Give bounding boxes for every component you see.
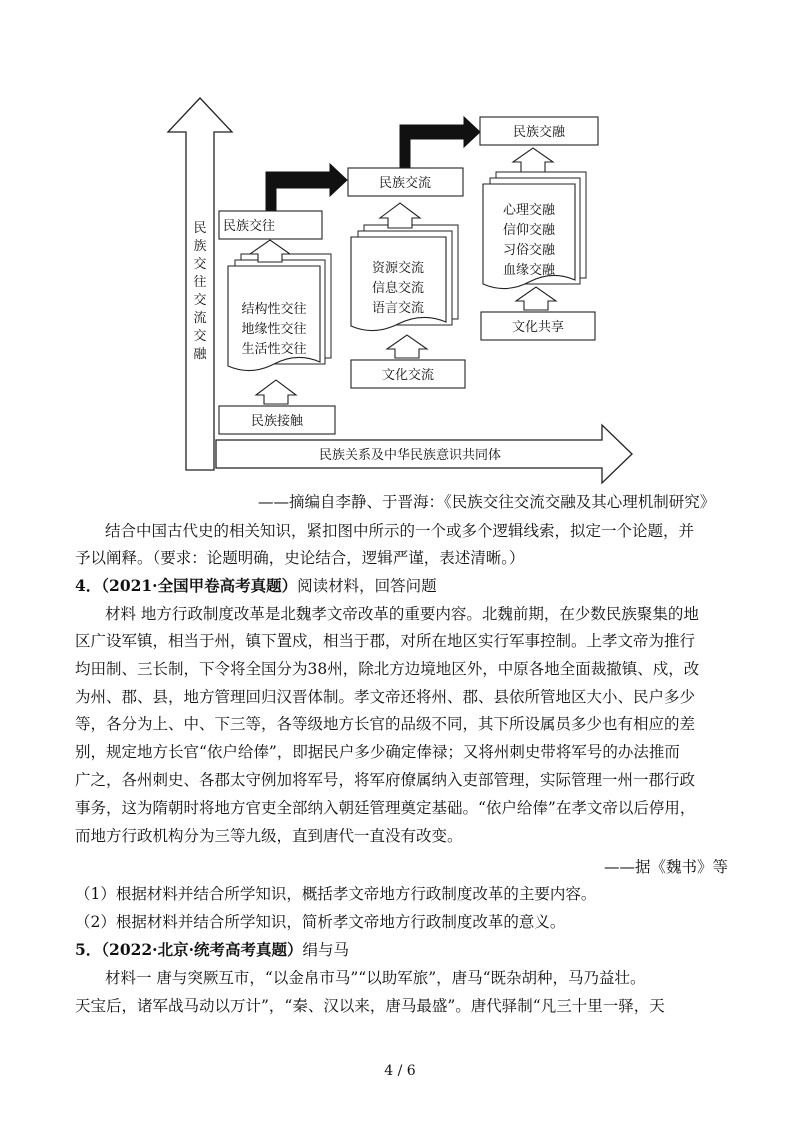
doc3-line: 心理交融 [502, 203, 556, 218]
up-arrow-2b [380, 203, 420, 228]
box-interaction-label: 民族交往 [222, 219, 276, 234]
q4-material-line: 为州、郡、县，地方管理回归汉晋体制。孝文帝还将州、郡、县依所管地区大小、民户多少 [75, 688, 696, 706]
horizontal-arrow-label: 民族关系及中华民族意识共同体 [318, 448, 502, 463]
up-arrow-3b [513, 148, 553, 172]
doc1-line: 生活性交往 [241, 342, 307, 357]
q4-material-line: 别，规定地方长官“依户给俸”，即据民户多少确定俸禄；又将州刺史带将军号的办法推而 [75, 743, 680, 761]
q4-material-line: 材料 地方行政制度改革是北魏孝文帝改革的重要内容。北魏前期，在少数民族聚集的地 [105, 605, 699, 623]
q4-question: （2）根据材料并结合所学知识，简析孝文帝地方行政制度改革的意义。 [75, 913, 566, 931]
doc3-line: 习俗交融 [502, 243, 556, 258]
box-culture-exchange-label: 文化交流 [381, 368, 435, 383]
q4-material-line: 广之，各州刺史、各郡太守例加将军号，将军府僚属纳入吏部管理，实际管理一州一郡行政 [75, 771, 696, 789]
vertical-label-char: 族 [193, 239, 207, 254]
vertical-label-char: 流 [193, 311, 207, 326]
vertical-label-char: 交 [193, 257, 207, 272]
vertical-label-char: 民 [193, 221, 207, 236]
q4-tag: （2021·全国甲卷高考真题） [101, 576, 298, 595]
source-note: ——摘编自李静、于晋海：《民族交往交流交融及其心理机制研究》 [258, 493, 716, 511]
q4-attribution: ——据《魏书》等 [603, 858, 728, 876]
page-number: 4 / 6 [384, 1063, 416, 1079]
q3-task-line: 结合中国古代史的相关知识，紧扣图中所示的一个或多个逻辑线索，拟定一个论题，并 [105, 522, 695, 540]
up-arrow-2a [387, 335, 427, 358]
doc3-line: 血缘交融 [502, 263, 556, 278]
box-contact-label: 民族接触 [250, 414, 304, 429]
q5-material-line: 材料一 唐与突厥互市，“以金帛市马”“以助军旅”，唐马“既杂胡种，马乃益壮。 [105, 969, 646, 987]
q5-prompt: 绢与马 [302, 941, 349, 959]
q5-tag: （2022·北京·统考高考真题） [101, 940, 303, 959]
ethnic-relations-diagram [0, 0, 800, 500]
q4-prompt: 阅读材料，回答问题 [297, 577, 437, 595]
doc2-line: 信息交流 [371, 281, 425, 296]
q4-material-line: 均田制、三长制，下令将全国分为38州，除北方边境地区外，中原各地全面裁撤镇、戍，改 [75, 660, 700, 678]
q4-number: 4． [75, 576, 102, 595]
doc1-line: 结构性交往 [241, 302, 307, 317]
q5-heading [75, 939, 349, 961]
q3-task-line: 予以阐释。（要求：论题明确，史论结合，逻辑严谨，表述清晰。） [75, 549, 525, 567]
q5-number: 5． [75, 940, 102, 959]
vertical-label-char: 交 [193, 329, 207, 344]
vertical-label-char: 交 [193, 293, 207, 308]
box-culture-share-label: 文化共享 [511, 320, 565, 335]
up-arrow-3a [516, 287, 556, 310]
q4-material-line: 事务，这为隋朝时将地方官吏全部纳入朝廷管理奠定基础。“依户给俸”在孝文帝以后停用， [75, 799, 696, 817]
up-arrow-1a [256, 380, 296, 404]
q4-material-line: 区广设军镇，相当于州，镇下置戍，相当于郡，对所在地区实行军事控制。上孝文帝为推行 [75, 632, 696, 650]
doc3-line: 信仰交融 [502, 223, 556, 238]
q4-heading [75, 575, 437, 597]
q4-question: （1）根据材料并结合所学知识，概括孝文帝地方行政制度改革的主要内容。 [75, 885, 597, 903]
q5-material-line: 天宝后，诸军战马动以万计”，“秦、汉以来，唐马最盛”。唐代驿制“凡三十里一驿，天 [75, 997, 665, 1015]
box-exchange-label: 民族交流 [378, 176, 432, 191]
doc2-line: 语言交流 [371, 301, 425, 316]
q4-material-line: 等，各分为上、中、下三等，各等级地方长官的品级不同，其下所设属员多少也有相应的差 [75, 715, 696, 733]
vertical-label-char: 融 [193, 347, 207, 362]
doc2-line: 资源交流 [371, 261, 425, 276]
q4-material-line: 而地方行政机构分为三等九级，直到唐代一直没有改变。 [75, 827, 463, 845]
vertical-label-char: 往 [193, 275, 207, 290]
black-arrow-2 [400, 117, 480, 167]
black-arrow-1 [266, 164, 347, 210]
box-fusion-label: 民族交融 [512, 125, 566, 140]
doc1-line: 地缘性交往 [241, 322, 307, 337]
